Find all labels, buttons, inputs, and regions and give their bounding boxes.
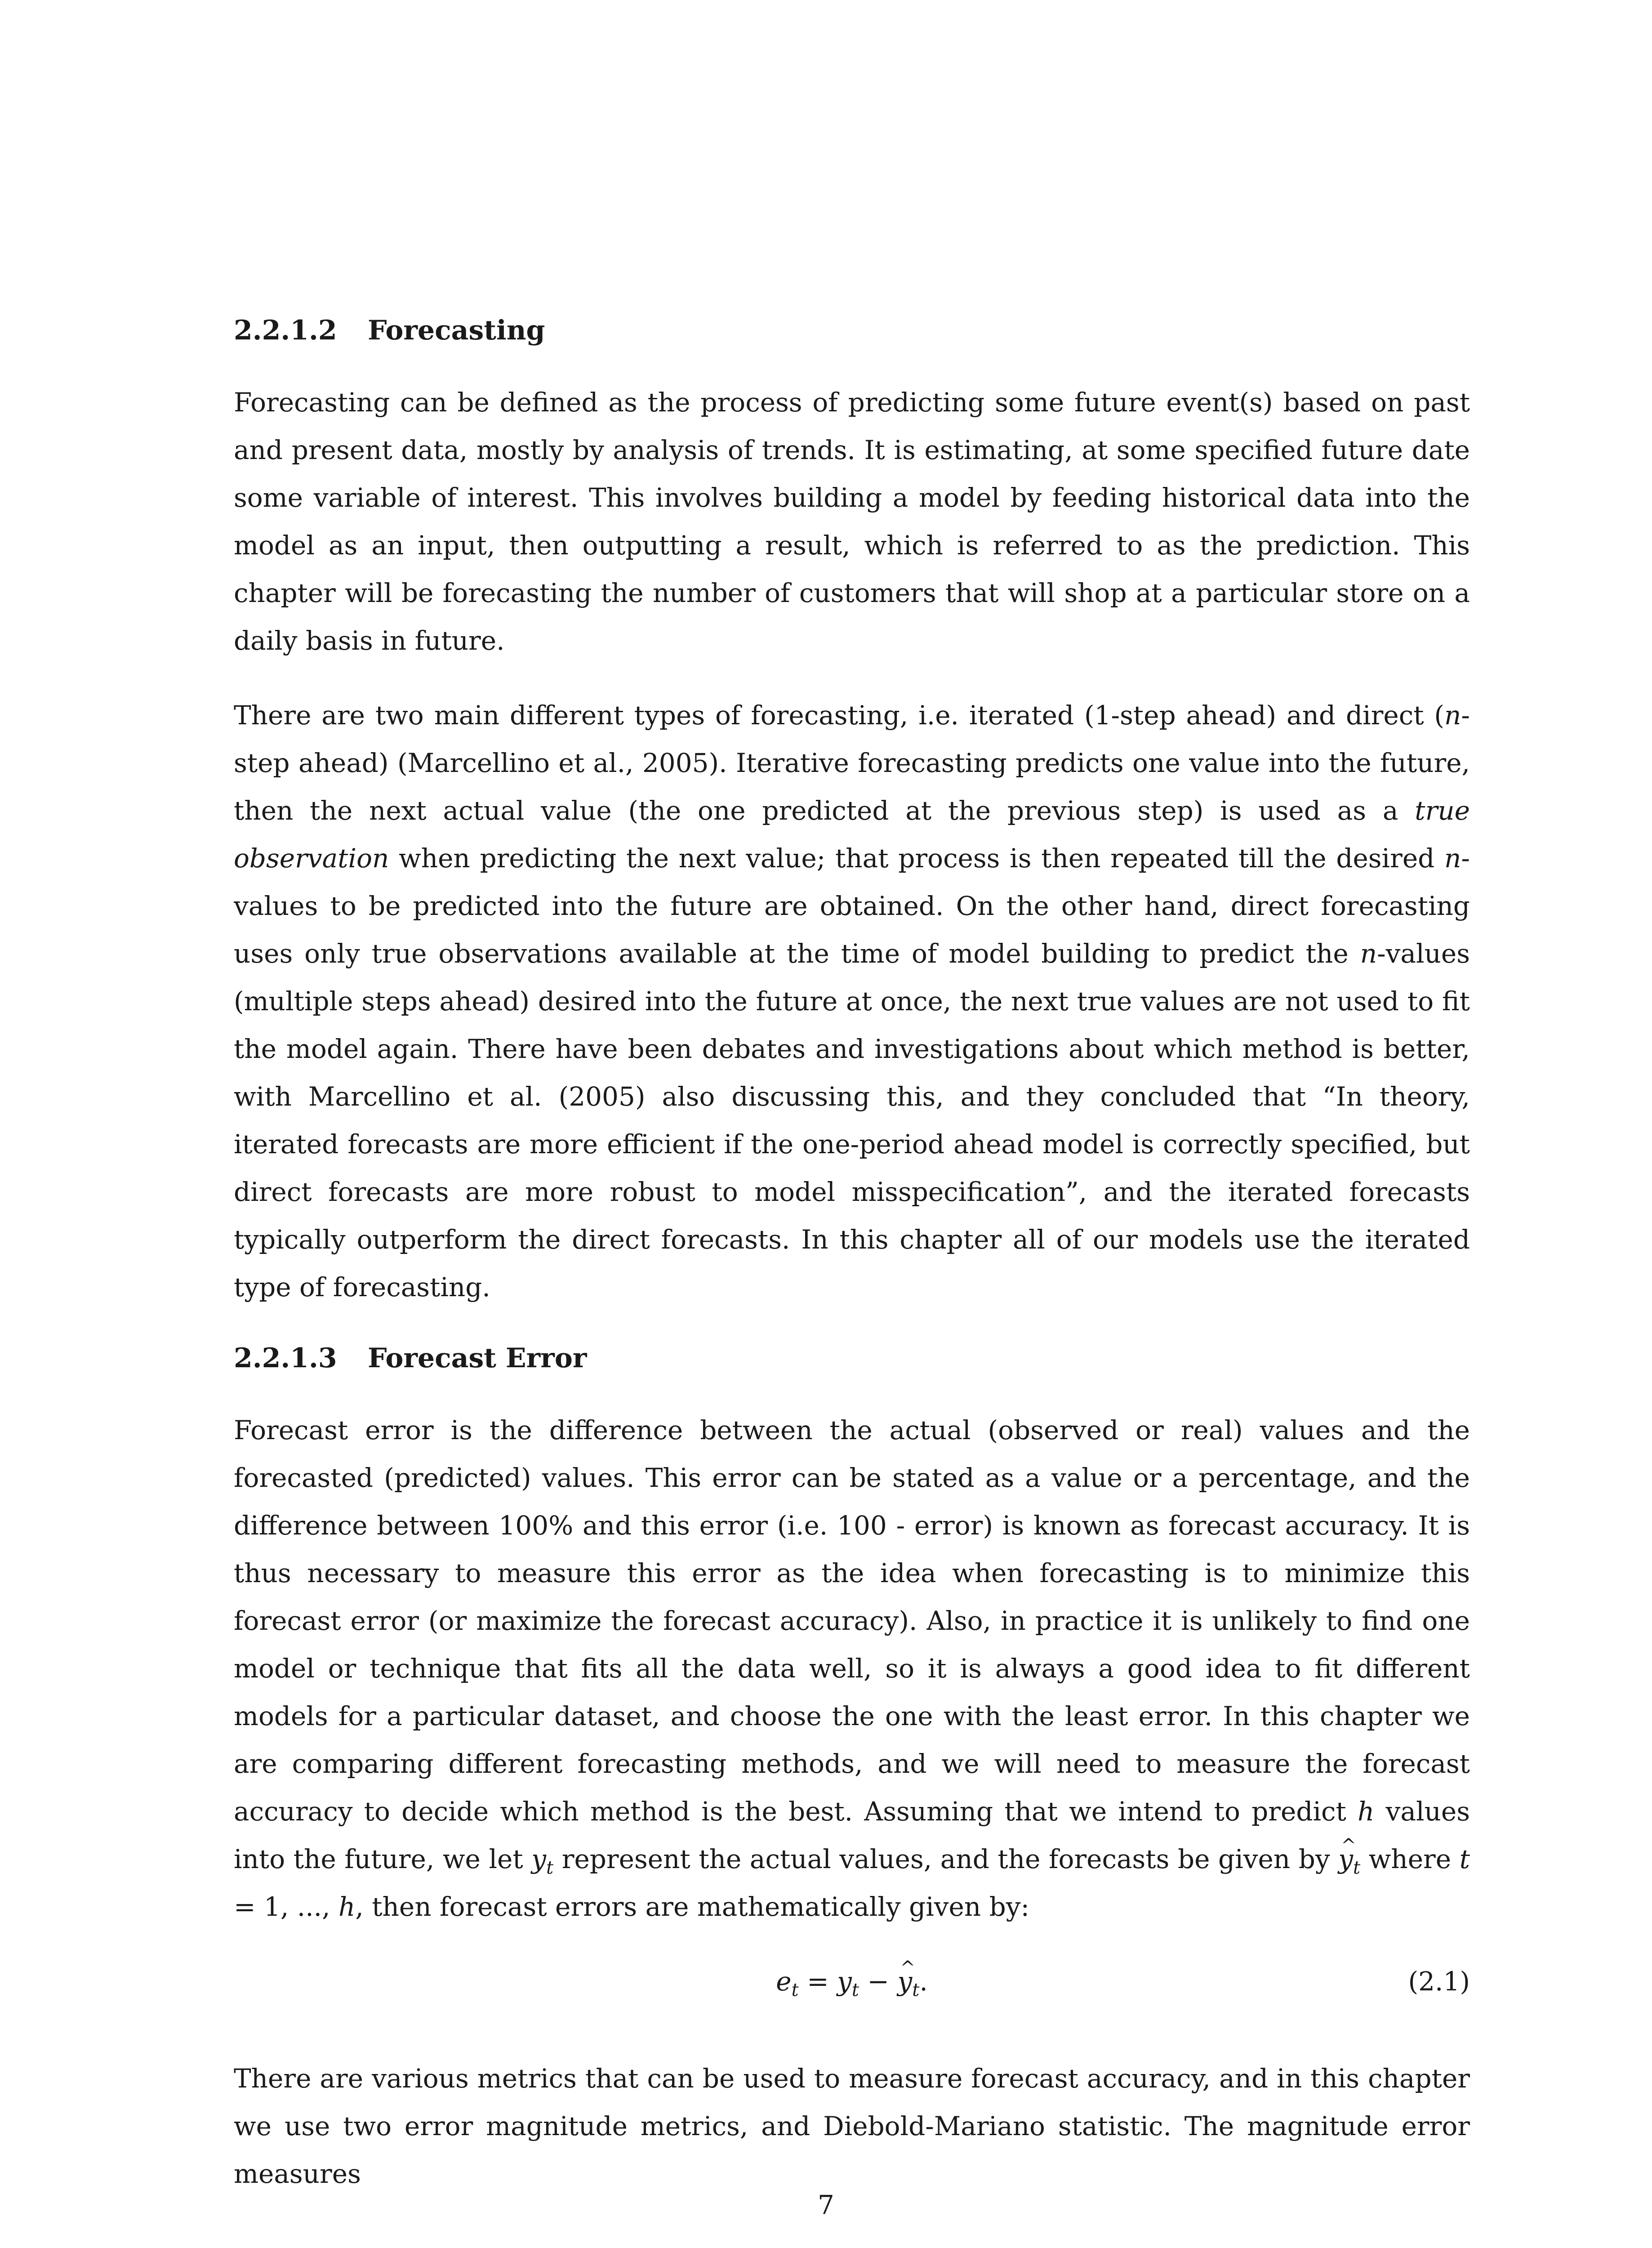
- text-run: , then forecast errors are mathematically given by:: [355, 1891, 1030, 1922]
- text-run: represent the actual values, and the forecasts be given by: [553, 1844, 1339, 1874]
- text-run: Forecast error is the difference between the actual (observed or real) values and the forecasted (predicted) values. This error can be stated as a value or a percentage, and the difference between 100% and this error (i.e. 100 - error) is known as forecast accuracy. It is thus necessary to measure this error as the idea when forecasting is to minimize this forecast error (or maximize the forecast accuracy). Also, in practice it is unlikely to find one model or technique that fits all the data well, so it is always a good idea to fit different models for a particular dataset, and choose the one with the least error. In this chapter we are comparing different forecasting methods, and we will need to measure the forecast accuracy to decide which method is the best. Assuming that we intend to predict: [234, 1415, 1470, 1827]
- text-run: = 1, ...,: [234, 1891, 338, 1922]
- math-n: n: [1360, 938, 1377, 969]
- equation-label: (2.1): [1408, 1966, 1470, 1997]
- math-subscript-t: t: [851, 1980, 859, 2001]
- math-h: h: [1358, 1796, 1375, 1827]
- page-content: [234, 310, 1470, 2225]
- text-run: There are two main different types of forecasting, i.e. iterated (1-step ahead) and direct (: [234, 700, 1445, 731]
- text-run: -values to be predicted into the future are obtained. On the other hand, direct forecasting uses only true observations available at the time of model building to predict the: [234, 843, 1470, 969]
- section-heading-forecasting: [234, 310, 1470, 351]
- math-subscript-t: t: [546, 1857, 554, 1878]
- math-y: y: [837, 1966, 852, 1997]
- math-period: .: [919, 1966, 928, 1997]
- text-run: when predicting the next value; that process is then repeated till the desired: [389, 843, 1445, 874]
- section-title: Forecasting: [368, 315, 545, 346]
- section-title: Forecast Error: [368, 1343, 587, 1374]
- paragraph-forecast-error: [234, 1406, 1470, 1931]
- page-number: 7: [818, 2190, 834, 2220]
- math-minus: −: [859, 1966, 898, 1997]
- math-subscript-t: t: [1353, 1857, 1361, 1878]
- math-e: e: [776, 1966, 792, 1997]
- paragraph-metrics: There are various metrics that can be used to measure forecast accuracy, and in this chapter we use two error magnitude metrics, and Diebold-Mariano statistic. The magnitude error measures: [234, 2063, 1470, 2189]
- equation-2-1: [234, 1958, 1470, 2005]
- math-n: n: [1444, 843, 1461, 874]
- paragraph-forecasting-definition: Forecasting can be defined as the process of predicting some future event(s) based on past and present data, mostly by analysis of trends. It is estimating, at some specified future date some variable of interest. This involves building a model by feeding historical data into the model as an input, then outputting a result, which is referred to as the prediction. This chapter will be forecasting the number of customers that will shop at a particular store on a daily basis in future.: [234, 387, 1470, 656]
- section-number: 2.2.1.2: [234, 315, 337, 346]
- math-h: h: [338, 1891, 356, 1922]
- math-subscript-t: t: [912, 1980, 920, 2001]
- section-heading-forecast-error: [234, 1338, 1470, 1378]
- text-run: -values (multiple steps ahead) desired into the future at once, the next true values are not used to fit the model again. There have been debates and investigations about which method is better, with Marcellino et al. (2005) also discussing this, and they concluded that “In theory, iterated forecasts are more efficient if the one-period ahead model is correctly specified, but direct forecasts are more robust to model misspecification”, and the iterated forecasts typically outperform the direct forecasts. In this chapter all of our models use the iterated type of forecasting.: [234, 938, 1470, 1302]
- paragraph-forecasting-types: [234, 691, 1470, 1311]
- math-n: n: [1444, 700, 1461, 731]
- text-run: where: [1360, 1844, 1460, 1874]
- equation-body: [234, 1958, 1470, 2005]
- section-number: 2.2.1.3: [234, 1343, 337, 1374]
- math-y: y: [531, 1844, 547, 1874]
- math-t: t: [1459, 1844, 1470, 1874]
- text-run: values into the future, we let: [234, 1796, 1470, 1874]
- emphasis-true-observation: true observation: [234, 795, 1470, 874]
- text-run: -step ahead) (Marcellino et al., 2005). Iterative forecasting predicts one value into the future, then the next actual value (the one predicted at the previous step) is used as a: [234, 700, 1470, 826]
- math-equals: =: [798, 1966, 837, 1997]
- math-subscript-t: t: [791, 1980, 799, 2001]
- math-y-hat: ^ y: [897, 1958, 912, 2005]
- math-y-hat: ^ y: [1338, 1835, 1353, 1883]
